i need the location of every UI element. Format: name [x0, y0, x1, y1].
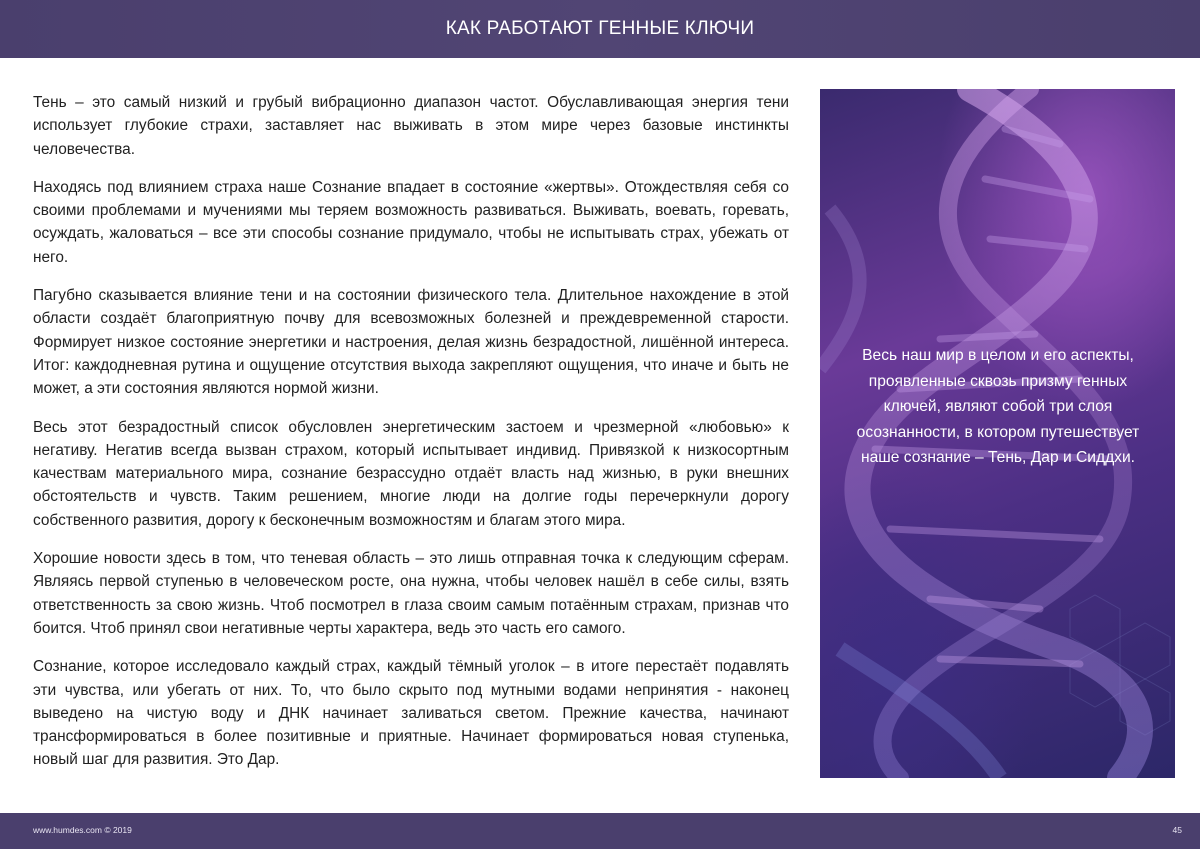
page-title: КАК РАБОТАЮТ ГЕННЫЕ КЛЮЧИ: [445, 18, 755, 39]
paragraph: Пагубно сказывается влияние тени и на состоянии физического тела. Длительное нахождение в этой области создаёт благоприятную почву для всевозможных болезней и преждевременной старости. Формирует низкое состояние энергетики и настроения, делая жизнь безрадостной, лишённой интереса. Итог: каждодневная рутина и ощущение отсутствия выхода закрепляют ощущения, что иначе и быть не может, а эти состояния являются нормой жизни.: [33, 287, 789, 398]
page-header: [0, 0, 1200, 58]
paragraph: Хорошие новости здесь в том, что теневая область – это лишь отправная точка к следующим сферам. Являясь первой ступенью в человеческом росте, она нужна, чтобы человек нашёл в себе силы, взять ответственность за свою жизнь. Чтоб посмотрел в глаза своим самым потаённым страхам, признав что боится. Чтоб принял свои негативные черты характера, ведь это часть его самого.: [33, 550, 789, 637]
sidebar-quote: Весь наш мир в целом и его аспекты, проявленные сквозь призму генных ключей, являют собой три слоя осознанности, в котором путешествует наше сознание – Тень, Дар и Сиддхи.: [856, 347, 1140, 466]
paragraph: Находясь под влиянием страха наше Сознание впадает в состояние «жертвы». Отождествляя себя со своими проблемами и мучениями мы теряем возможность развиваться. Выживать, воевать, горевать, осуждать, жаловаться – все эти способы сознание придумало, чтобы не испытывать страх, убежать от него.: [33, 178, 789, 266]
quote-panel: [820, 89, 1175, 778]
paragraph: Весь этот безрадостный список обусловлен энергетическим застоем и чрезмерной «любовью» к негативу. Негатив всегда вызван страхом, который испытывает индивид. Привязкой к низкосортным качествам материального мира, сознание безрассудно отдаёт власть над жизнью, в руки внешних обстоятельств и чувств. Таким решением, многие люди на долгие годы перечеркнули дорогу собственного развития, дорогу к бесконечным возможностям и благам этого мира.: [33, 418, 789, 529]
article-body: [33, 91, 789, 787]
footer-copyright: www.humdes.com © 2019: [33, 825, 132, 835]
page-footer: [0, 813, 1200, 849]
page-number: 45: [1172, 825, 1182, 835]
paragraph: Тень – это самый низкий и грубый вибрационно диапазон частот. Обуславливающая энергия тени использует глубокие страхи, заставляет нас выживать в этом мире через базовые инстинкты человечества.: [33, 94, 789, 158]
paragraph: Сознание, которое исследовало каждый страх, каждый тёмный уголок – в итоге перестаёт подавлять эти чувства, или убегать от них. То, что было скрыто под мутными водами непринятия - наконец выведено на чистую воду и ДНК начинает заливаться светом. Прежние качества, начинают трансформироваться в более позитивные и приятные. Начинает формироваться новая ступенька, новый шаг для развития. Это Дар.: [33, 658, 789, 769]
